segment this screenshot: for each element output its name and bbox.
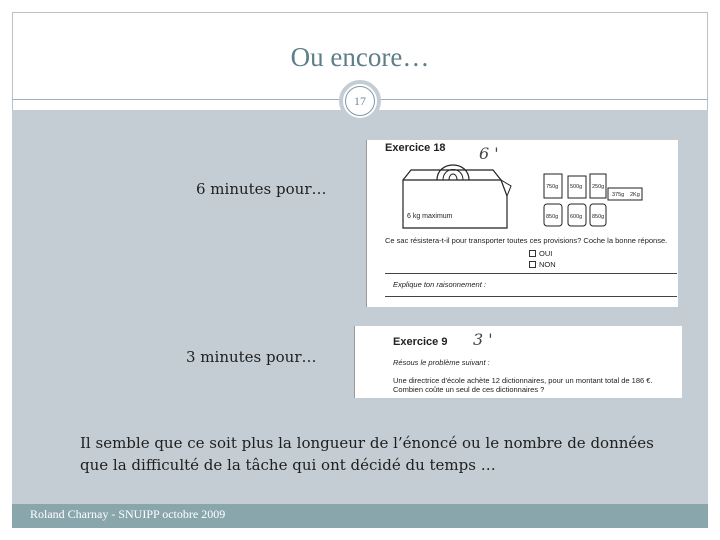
exercise-9-image — [354, 326, 682, 398]
exercise-18-title: Exercice 18 — [385, 142, 446, 154]
exercise-18-handwritten-time: 6 ' — [479, 144, 499, 163]
exercise-9-line-2: Combien coûte un seul de ces dictionnaires ? — [393, 385, 545, 394]
jar-label: 375g — [612, 192, 625, 198]
footer-text: Roland Charnay - SNUIPP octobre 2009 — [30, 507, 226, 521]
exercise-18-image — [366, 140, 678, 307]
exercise-9-line-1: Une directrice d'école achète 12 dictionnaires, pour un montant total de 186 €. — [393, 376, 653, 385]
checkbox-no — [529, 261, 536, 268]
jar-label: 250g — [592, 184, 605, 190]
shopping-bag-icon — [397, 156, 517, 232]
jar-label: 2Kg — [630, 192, 640, 198]
exercise-18-explain: Explique ton raisonnement : — [393, 280, 486, 289]
exercise-9-title: Exercice 9 — [393, 336, 448, 348]
slide-number-badge — [339, 80, 381, 122]
slide-title: Ou encore… — [290, 42, 430, 72]
exercise-18-question: Ce sac résistera-t-il pour transporter toutes ces provisions? Coche la bonne réponse. — [385, 236, 668, 245]
exercise-9-handwritten-time: 3 ' — [473, 330, 493, 349]
caption-six-minutes: 6 minutes pour… — [196, 180, 327, 198]
checkbox-yes — [529, 250, 536, 257]
option-no-label: NON — [539, 260, 556, 269]
caption-three-minutes: 3 minutes pour… — [186, 348, 317, 366]
option-yes-label: OUI — [539, 249, 553, 258]
jar-label: 850g — [546, 214, 559, 220]
bag-label: 6 kg maximum — [407, 213, 453, 220]
exercise-9-instruction: Résous le problème suivant : — [393, 358, 490, 367]
jar-label: 600g — [570, 214, 583, 220]
jar-label: 850g — [592, 214, 605, 220]
slide-number: 17 — [345, 86, 375, 116]
provisions-icon — [542, 164, 672, 230]
body-text: Il semble que ce soit plus la longueur de l’énoncé ou le nombre de données que la difficulté de la tâche qui ont décidé du temps … — [80, 434, 654, 474]
jar-label: 500g — [570, 184, 583, 190]
jar-label: 750g — [546, 184, 559, 190]
